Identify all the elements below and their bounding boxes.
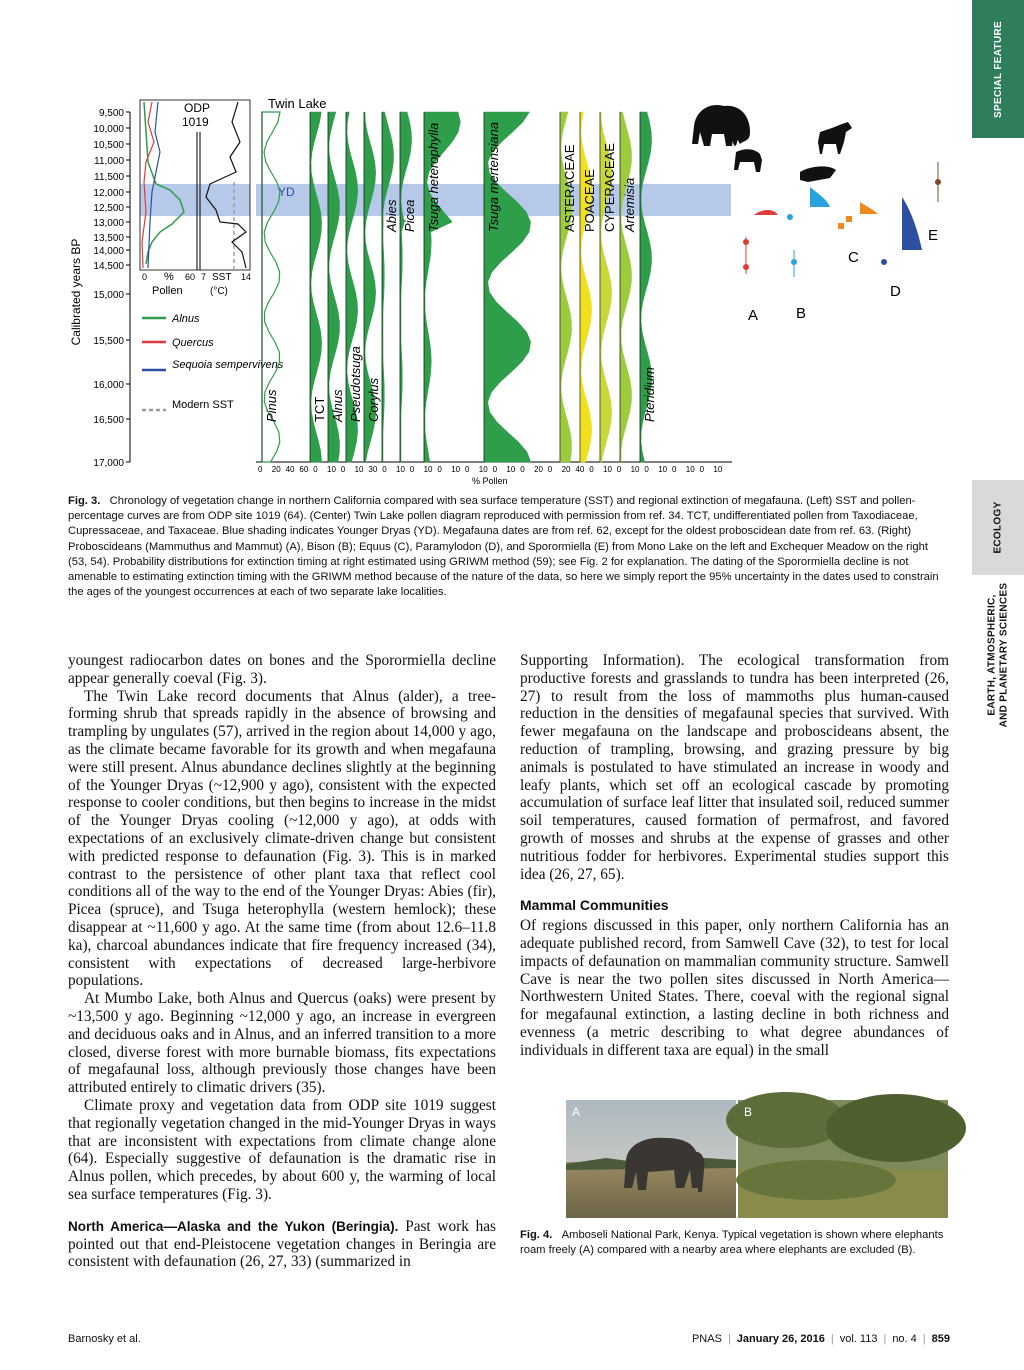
y-ticks	[93, 108, 130, 469]
x-tick-label: 10	[658, 465, 668, 474]
pollen-curve-poaceae	[580, 112, 592, 462]
odp-sst-unit: (°C)	[210, 286, 228, 297]
taxon-label: Pteridium	[642, 367, 657, 422]
x-tick-label: 10	[713, 465, 723, 474]
x-tick-label: 0	[382, 465, 387, 474]
pollen-curve-abies	[382, 112, 394, 462]
megafauna-label-c: C	[848, 249, 859, 266]
taxon-label: Tsuga mertensiana	[486, 121, 501, 232]
footer-journal: PNAS	[691, 1333, 722, 1345]
photo-label-b: B	[744, 1105, 753, 1119]
body-left-column	[68, 652, 496, 1271]
figure-3-caption: Fig. 3. Chronology of vegetation change in northern California compared with sea surface temperature (SST) and regional extinction of megafauna. (Left) SST and pollen-percentage curves are from ODP site 1019 (64). (Center) Twin Lake pollen diagram reproduced with permission from ref. 34. TCT, undifferentiated pollen from Taxodiaceae, Cupressaceae, and Taxaceae. Blue shading indicates Younger Dryas (YD). Megafauna dates are from ref. 62, except for the oldest proboscidean date from ref. 63. (Right) Proboscideans (Mammuthus and Mammut) (A), Bison (B); Equus (C), Paramylodon (D), and Sporormiella (E) from Mono Lake on the left and Exchequer Meadow on the right (53, 54). Probability distributions for extinction timing at right estimated using GRIWM method (59); see Fig. 2 for explanation. The dating of the Sporormiella decline is not amenable to estimating extinction timing with the GRIWM method because of the nature of the data, so here we simply report the 95% uncertainty in the dates used to constrain the ages of the youngest occurrences at each of two separate lake localities.	[68, 495, 939, 599]
runin-heading-beringia: North America—Alaska and the Yukon (Beringia).	[68, 1218, 399, 1234]
y-tick-label: 11,000	[94, 156, 124, 167]
footer-citation: PNAS | January 26, 2016 | vol. 113 | no. 4 | 859	[691, 1333, 950, 1345]
x-tick-label: 10	[396, 465, 405, 474]
odp-axis-tick-60: 60	[185, 272, 196, 282]
taxon-label: Picea	[402, 199, 417, 232]
x-tick-label: 10	[603, 465, 612, 474]
paragraph-beringia: North America—Alaska and the Yukon (Beringia). Past work has pointed out that end-Pleistocene vegetation changes in Beringia are consistent with defaunation (26, 27, 33) (summarized in	[68, 1217, 497, 1271]
x-tick-label: 60	[299, 465, 309, 474]
y-tick-label: 12,500	[93, 203, 124, 214]
y-tick-label: 14,500	[93, 261, 124, 272]
x-tick-label: 0	[616, 465, 622, 474]
x-tick-label: 0	[258, 465, 263, 474]
paragraph: The Twin Lake record documents that Alnus (alder), a tree-forming shrub that spreads rapidly in the absence of browsing and trampling by ungulates (57), arrived in the region about 14,000 y ago, as the climate became favorable for its growth and when megafauna were still present. Alnus abundance declines slightly at the beginning of the Younger Dryas (~12,900 y ago), consistent with the expected response to cooler conditions, but then begins to increase in the midst of the Younger Dryas cooling (~12,000 y ago), at odds with expectations of an exclusively climate-driven change but consistent with predicted response to defaunation (Fig. 3). This is in marked contrast to the persistence of other plant taxa that reflect cool conditions all of the way to the end of the Younger Dryas: Abies (fir), Picea (spruce), and Tsuga heterophylla (western hemlock); these disappear at ~11,600 y ago. At the same time (from about 12.6–11.8 ka), charcoal abundances indicate that fire frequency increased (34), consistent with expectations of decreased large-herbivore populations.	[68, 687, 496, 990]
x-tick-label: 0	[313, 465, 318, 474]
bison-silhouette-icon	[734, 149, 762, 172]
taxon-label: Pinus	[264, 389, 279, 422]
x-tick-label: 0	[547, 465, 553, 474]
x-tick-label: 0	[699, 465, 705, 474]
odp-title-line1: ODP	[184, 101, 211, 115]
odp-axis-tick-0: 0	[142, 272, 148, 282]
pollen-curve-picea	[400, 112, 412, 462]
y-tick-label: 10,500	[93, 140, 124, 151]
y-tick-label: 10,000	[93, 124, 124, 135]
photo-label-a: A	[572, 1105, 581, 1119]
section-tab-ecology: ECOLOGY	[972, 480, 1024, 575]
y-axis-label: Calibrated years BP	[69, 238, 83, 346]
x-tick-label: 40	[575, 465, 585, 474]
figure-3-pollen-diagram	[60, 92, 939, 487]
twin-lake-title: Twin Lake	[268, 96, 327, 111]
paragraph: Of regions discussed in this paper, only northern California has an adequate published record, from Samwell Cave (32), to test for local impacts of defaunation on mammalian community structure. Samwell Cave is near the two pollen sites discussed in North America—Northwestern United States. There, coeval with the regional signal for megafaunal extinction, a lasting decline in both richness and evenness (a metric describing to what degree abundances of individuals in different taxa are equal) in the small	[520, 917, 949, 1059]
legend-alnus: Alnus	[172, 313, 200, 325]
y-tick-label: 16,000	[93, 380, 124, 391]
y-tick-label: 16,500	[93, 415, 124, 426]
figure-4-caption: Fig. 4. Amboseli National Park, Kenya. Typical vegetation is shown where elephants roam freely (A) compared with a nearby area where elephants are excluded (B).	[520, 1229, 944, 1257]
x-tick-label: 40	[285, 465, 295, 474]
y-tick-label: 15,500	[93, 336, 124, 347]
megafauna-label-a: A	[748, 307, 759, 324]
taxon-label: Artemisia	[622, 177, 637, 232]
twin-lake-taxa-columns	[262, 112, 657, 462]
y-tick-label: 15,000	[93, 290, 124, 301]
yd-label: YD	[278, 185, 295, 199]
taxon-label: TCT	[312, 396, 327, 422]
odp-axis-tick-7: 7	[201, 272, 207, 282]
megafauna-label-e: E	[928, 227, 939, 244]
megafauna-label-b: B	[796, 305, 807, 322]
x-tick-label: 10	[478, 465, 488, 474]
x-tick-label: 0	[672, 465, 677, 474]
footer-date: January 26, 2016	[736, 1333, 825, 1345]
legend-sequoia: Sequoia sempervivens	[172, 359, 284, 371]
y-tick-label: 13,500	[93, 233, 124, 244]
x-tick-label: 10	[354, 465, 364, 474]
y-tick-label: 9,500	[98, 108, 124, 119]
figure-4-photos	[566, 1100, 948, 1218]
pollen-curve-artemisia	[620, 112, 632, 462]
odp-pct-label: %	[164, 271, 174, 283]
x-tick-label: 30	[368, 465, 378, 474]
x-tick-label: 0	[409, 465, 415, 474]
x-tick-label: 10	[506, 465, 516, 474]
y-tick-label: 17,000	[93, 458, 124, 469]
odp-pollen-label: Pollen	[152, 285, 183, 297]
body-right-column	[520, 652, 949, 1060]
ground-sloth-silhouette-icon	[800, 166, 836, 182]
taxon-label: Tsuga heterophylla	[426, 122, 441, 232]
photo-panel-b	[726, 1092, 966, 1218]
paragraph: youngest radiocarbon dates on bones and the Sporormiella decline appear generally coeval (Fig. 3).	[68, 652, 496, 687]
section-tab-special-feature: SPECIAL FEATURE	[972, 0, 1024, 138]
section-heading-mammal-communities: Mammal Communities	[520, 897, 669, 914]
x-tick-label: 10	[423, 465, 433, 474]
x-tick-label: 0	[492, 465, 498, 474]
taxon-label: Corylus	[366, 377, 381, 422]
x-tick-label: 20	[561, 465, 571, 474]
odp-title-line2: 1019	[182, 115, 209, 129]
x-tick-label: 10	[327, 465, 336, 474]
x-tick-label: 10	[451, 465, 461, 474]
y-tick-label: 11,500	[94, 172, 124, 183]
x-tick-label: 20	[271, 465, 281, 474]
footer-volume: vol. 113	[839, 1333, 878, 1345]
paragraph: At Mumbo Lake, both Alnus and Quercus (oaks) were present by ~13,500 y ago. Beginning ~12,000 y ago, an increase in evergreen and deciduous oaks and in Alnus, and an inferred transition to a more closed, diverse forest with more burnable biomass, fits expectations of megafaunal loss, although previously those changes have been attributed entirely to climatic drivers (35).	[68, 990, 496, 1097]
footer-issue: no. 4	[892, 1333, 917, 1345]
legend-quercus: Quercus	[172, 337, 214, 349]
extinction-distributions	[743, 162, 941, 277]
x-tick-label: 0	[465, 465, 470, 474]
footer-authors: Barnosky et al.	[68, 1333, 141, 1345]
mammoth-silhouette-icon	[692, 105, 750, 146]
x-tick-label: 0	[644, 465, 649, 474]
megafauna-label-d: D	[890, 283, 901, 300]
taxon-label: CYPERACEAE	[602, 143, 617, 232]
photo-panel-a	[566, 1100, 736, 1218]
x-tick-label: 10	[685, 465, 695, 474]
section-tab-earth-sciences: EARTH, ATMOSPHERIC, AND PLANETARY SCIENCES	[972, 585, 1024, 725]
x-tick-label: 10	[630, 465, 640, 474]
odp-alnus-curve	[144, 102, 184, 264]
x-tick-label: 0	[520, 465, 525, 474]
taxon-label: Abies	[384, 199, 399, 232]
x-tick-label: 20	[534, 465, 543, 474]
sporormiella-icon	[732, 118, 738, 146]
horse-silhouette-icon	[818, 122, 852, 154]
paragraph: Supporting Information). The ecological transformation from productive forests and grasslands to tundra has been interpreted (26, 27) to result from the loss of mammoths plus human-caused reduction in the densities of megafaunal species that survived. With fewer megafauna on the landscape and proboscideans absent, the reduction of trampling, browsing, and grazing pressure by big animals is postulated to have stimulated an increase in woody and leafy plants, which set off an ecological cascade by promoting accumulation of surface leaf litter that insulated soil, reduced summer soil temperatures, caused formation of permafrost, and favored growth of mosses and shrubs at the expense of grasses and other nutritious fodder for herbivores. Experimental studies support this idea (26, 27, 65).	[520, 652, 949, 883]
odp-axis-tick-14: 14	[241, 272, 252, 282]
taxon-label: Pseudotsuga	[348, 346, 363, 422]
footer-page: 859	[931, 1333, 950, 1345]
paragraph: Climate proxy and vegetation data from ODP site 1019 suggest that regionally vegetation changed in the mid-Younger Dryas in ways that are inconsistent with expectations from climate change alone (64). Especially suggestive of defaunation is the dramatic rise in Alnus pollen, which precedes, by about 600 y, the warming of local sea surface temperatures (Fig. 3).	[68, 1096, 496, 1203]
x-axis-label: % Pollen	[472, 476, 508, 486]
y-tick-label: 14,000	[93, 246, 124, 257]
x-tick-label: 0	[437, 465, 442, 474]
x-tick-label: 0	[589, 465, 594, 474]
taxon-label: ASTERACEAE	[562, 144, 577, 232]
taxon-label: POACEAE	[582, 169, 597, 232]
taxon-label: Alnus	[330, 389, 345, 422]
odp-sst-label: SST	[212, 272, 232, 283]
x-ticks	[258, 465, 723, 474]
legend-modern-sst: Modern SST	[172, 399, 234, 411]
y-tick-label: 13,000	[93, 218, 124, 229]
x-tick-label: 0	[340, 465, 346, 474]
y-tick-label: 12,000	[93, 188, 124, 199]
